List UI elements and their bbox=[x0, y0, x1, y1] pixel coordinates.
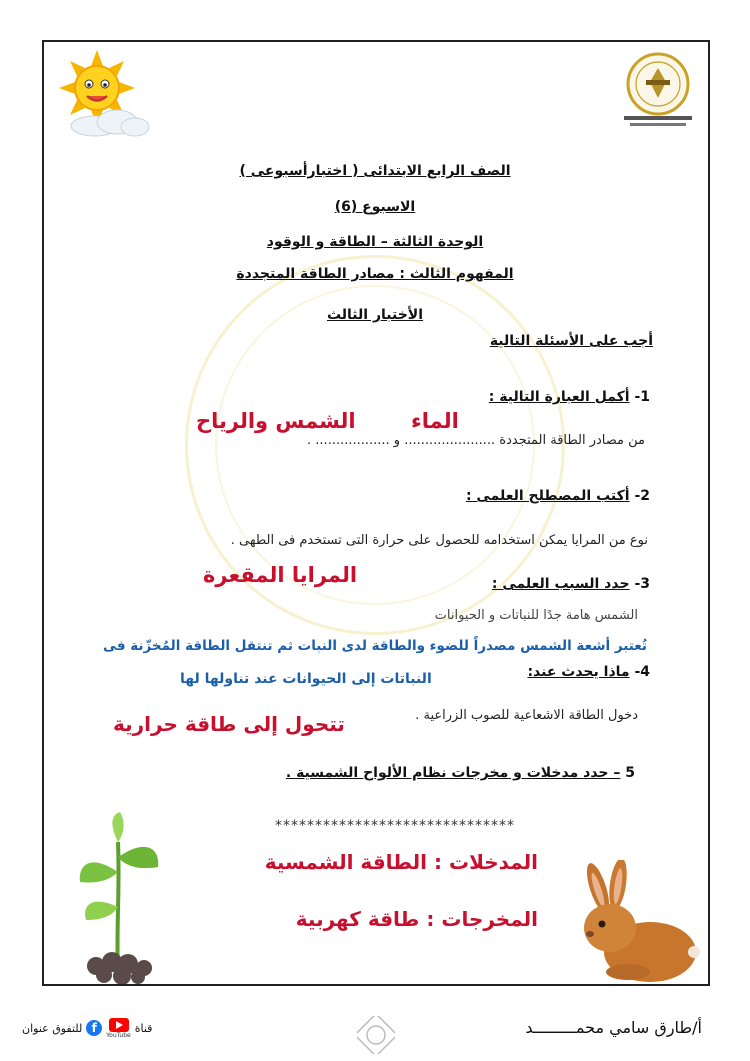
test-title: الأختبار الثالث bbox=[326, 307, 424, 323]
q3-text: الشمس هامة جدًا للنباتات و الحيوانات bbox=[434, 608, 638, 623]
sun-cloud-illustration bbox=[55, 48, 150, 138]
q3-answer-line2: النباتات إلى الحيوانات عند تناولها لها bbox=[180, 671, 432, 687]
concept-title: المفهوم الثالث : مصادر الطاقة المتجددة bbox=[236, 266, 514, 282]
youtube-icon[interactable] bbox=[106, 1018, 130, 1039]
q1-title: أكمل العبارة التالية : bbox=[488, 389, 630, 405]
q2-heading bbox=[466, 488, 650, 504]
grade-title: الصف الرابع الابتدائى ( اختبارأسبوعى ) bbox=[239, 163, 511, 179]
facebook-icon[interactable]: f bbox=[86, 1020, 102, 1036]
q5-outputs-label: المخرجات bbox=[441, 907, 538, 931]
q4-answer: تتحول إلى طاقة حرارية bbox=[113, 712, 345, 736]
youtube-label: YouTube bbox=[106, 1031, 131, 1039]
q2-number: 2- bbox=[634, 488, 650, 504]
q1-heading bbox=[489, 389, 650, 405]
q4-title: ماذا يحدث عند: bbox=[527, 664, 630, 680]
q5-number: 5 bbox=[625, 765, 635, 781]
q5-outputs-value: طاقة كهربية bbox=[295, 907, 420, 931]
q3-heading bbox=[492, 576, 650, 592]
q2-title: أكتب المصطلح العلمى : bbox=[465, 488, 630, 504]
author-signature: أ/طارق سامي محمـــــــــد bbox=[525, 1018, 702, 1037]
q2-answer: المرايا المقعرة bbox=[203, 563, 358, 587]
q5-inputs-value: الطاقة الشمسية bbox=[264, 850, 428, 874]
channel-prefix: قناة bbox=[134, 1021, 153, 1035]
stars-divider: ****************************** bbox=[275, 818, 515, 834]
instruction: أجب على الأسئلة التالية bbox=[489, 333, 653, 349]
unit-title: الوحدة الثالثة – الطاقة و الوقود bbox=[266, 234, 484, 250]
q5-inputs-label: المدخلات bbox=[448, 850, 538, 874]
q3-number: 3- bbox=[634, 576, 650, 592]
week-title: الاسبوع (6) bbox=[334, 199, 416, 215]
q1-text: من مصادر الطاقة المتجددة ...................... و .................. . bbox=[307, 433, 645, 448]
q4-heading bbox=[527, 664, 650, 680]
q4-text: دخول الطاقة الاشعاعية للصوب الزراعية . bbox=[415, 708, 638, 723]
q5-heading bbox=[286, 765, 635, 781]
q4-number: 4- bbox=[634, 664, 650, 680]
q1-answer-b: الشمس والرياح bbox=[196, 409, 356, 433]
plant-illustration bbox=[68, 812, 168, 984]
ministry-logo bbox=[616, 50, 700, 132]
q1-answer-a: الماء bbox=[411, 409, 459, 433]
channel-name: للتفوق عنوان bbox=[22, 1021, 83, 1035]
q1-number: 1- bbox=[634, 389, 650, 405]
q5-outputs: المخرجات : طاقة كهربية bbox=[295, 907, 538, 931]
q2-text: نوع من المرايا يمكن استخدامه للحصول على حرارة التى تستخدم فى الطهى . bbox=[230, 533, 648, 548]
q5-inputs: المدخلات : الطاقة الشمسية bbox=[264, 850, 538, 874]
q3-answer-line1: تُعتبر أشعة الشمس مصدراً للضوء والطاقة لدى النبات ثم تنتقل الطاقة المُخزّنة فى bbox=[103, 638, 647, 654]
q5-title: – حدد مدخلات و مخرجات نظام الألواح الشمسية . bbox=[285, 765, 621, 781]
rabbit-illustration bbox=[568, 860, 700, 985]
q3-title: حدد السبب العلمى : bbox=[491, 576, 630, 592]
footer-emblem bbox=[357, 1016, 395, 1054]
channel-credit bbox=[22, 1014, 152, 1042]
